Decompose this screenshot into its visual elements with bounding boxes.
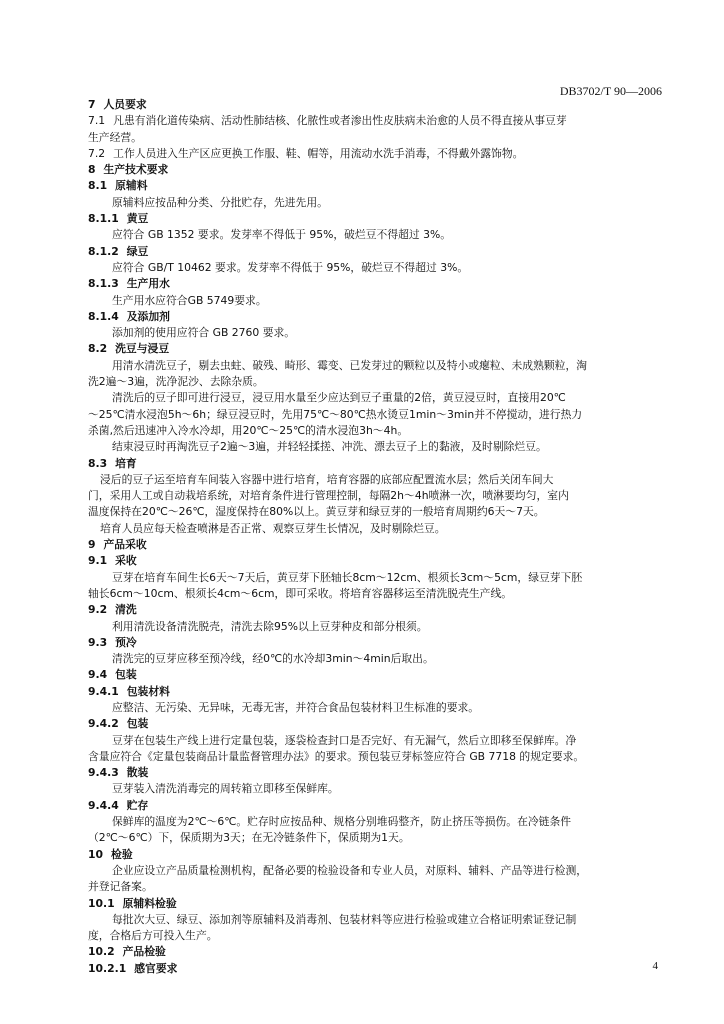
section-number: 10 <box>88 847 104 861</box>
page-number: 4 <box>652 960 658 972</box>
body-text-line <box>88 439 662 455</box>
section-heading <box>88 667 662 683</box>
heading-text: 黄豆 <box>126 212 149 226</box>
body-text-line <box>88 863 662 879</box>
heading-text: 感官要求 <box>134 961 178 975</box>
section-number: 9.4.3 <box>88 766 119 780</box>
section-number: 10.2 <box>88 945 115 959</box>
section-heading <box>88 798 662 814</box>
line-text: 添加剂的使用应符合 GB 2760 要求。 <box>112 326 296 340</box>
line-text: 应符合 GB/T 10462 要求。发芽率不得低于 95%，破烂豆不得超过 3%。 <box>112 260 469 274</box>
section-number: 7.2 <box>88 146 106 160</box>
section-heading <box>88 944 662 960</box>
line-text: ～25℃清水浸泡5h～6h；绿豆浸豆时，先用75℃～80℃热水烫豆1min～3min并不停搅动，进行热力 <box>88 407 583 421</box>
section-heading <box>88 961 662 977</box>
body-text-line <box>88 130 662 146</box>
line-text: 豆芽装入清洗消毒完的周转箱立即移至保鲜库。 <box>112 782 339 796</box>
section-number: 9.2 <box>88 603 108 617</box>
section-heading <box>88 211 662 227</box>
body-text-line <box>88 390 662 406</box>
section-number: 8.1.2 <box>88 244 119 258</box>
section-number: 9.3 <box>88 635 108 649</box>
section-heading <box>88 847 662 863</box>
section-number: 10.1 <box>88 896 115 910</box>
section-heading <box>88 309 662 325</box>
section-heading <box>88 456 662 472</box>
body-text-line <box>88 488 662 504</box>
section-number: 8.3 <box>88 456 108 470</box>
heading-text: 贮存 <box>126 798 149 812</box>
line-text: 结束浸豆时再淘洗豆子2遍～3遍，并轻轻揉搓、冲洗、漂去豆子上的黏液，及时剔除烂豆。 <box>112 440 547 454</box>
body-text-line <box>88 146 662 162</box>
section-number: 8.1.1 <box>88 212 119 226</box>
section-heading <box>88 244 662 260</box>
line-text: 用清水清洗豆子，剔去虫蛀、破残、畸形、霉变、已发芽过的颗粒以及特小或瘪粒、未成熟颗粒，淘 <box>112 358 588 372</box>
heading-text: 包装 <box>115 668 137 682</box>
section-number: 9.4 <box>88 668 108 682</box>
section-heading <box>88 602 662 618</box>
heading-text: 洗豆与浸豆 <box>115 342 170 356</box>
section-number: 9.4.1 <box>88 684 119 698</box>
section-number: 9.1 <box>88 554 108 568</box>
body-text-line <box>88 586 662 602</box>
heading-text: 生产技术要求 <box>103 163 169 177</box>
body-text-line <box>88 195 662 211</box>
section-heading <box>88 896 662 912</box>
section-heading <box>88 537 662 553</box>
body-text-line <box>88 733 662 749</box>
line-text: 利用清洗设备清洗脱壳，清洗去除95%以上豆芽种皮和部分根须。 <box>112 619 428 633</box>
line-text: 轴长6cm～10cm、根须长4cm～6cm，即可采收。将培育容器移运至清洗脱壳生产线。 <box>88 586 513 600</box>
body-text-line <box>88 912 662 928</box>
body-text-line <box>88 293 662 309</box>
line-text: 杀菌,然后迅速冲入冷水冷却，用20℃～25℃的清水浸泡3h～4h。 <box>88 423 409 437</box>
section-heading <box>88 178 662 194</box>
body-text-line <box>88 504 662 520</box>
heading-text: 人员要求 <box>103 98 147 111</box>
line-text: 温度保持在20℃～26℃，湿度保持在80%以上。黄豆芽和绿豆芽的一般培育周期约6天～7天。 <box>88 505 545 519</box>
section-number: 9.4.4 <box>88 798 119 812</box>
section-heading <box>88 97 662 113</box>
heading-text: 产品检验 <box>122 945 166 959</box>
heading-text: 培育 <box>115 456 137 470</box>
heading-text: 原辅料 <box>115 179 148 193</box>
line-text: 洗2遍～3遍，洗净泥沙、去除杂质。 <box>88 375 264 389</box>
heading-text: 生产用水 <box>126 277 170 291</box>
body-text-line <box>88 325 662 341</box>
section-number: 8.1.4 <box>88 309 119 323</box>
line-text: 生产经营。 <box>88 130 142 144</box>
line-text: 含量应符合《定量包装商品计量监督管理办法》的要求。预包装豆芽标签应符合 GB 7718 的规定要求。 <box>88 749 585 763</box>
line-text: 清洗完的豆芽应移至预冷线，经0℃的水冷却3min～4min后取出。 <box>112 652 434 666</box>
body-text-line <box>88 619 662 635</box>
document-id-header: DB3702/T 90—2006 <box>559 84 662 98</box>
line-text: 每批次大豆、绿豆、添加剂等原辅料及消毒剂、包装材料等应进行检验或建立合格证明索证登记制 <box>112 912 577 926</box>
heading-text: 清洗 <box>115 603 137 617</box>
line-text: 生产用水应符合GB 5749要求。 <box>112 293 267 307</box>
section-heading <box>88 716 662 732</box>
body-text-line <box>88 260 662 276</box>
heading-text: 包装材料 <box>126 684 170 698</box>
section-number: 8 <box>88 163 96 177</box>
body-text-line <box>88 749 662 765</box>
body-text-line <box>88 700 662 716</box>
body-text-line <box>88 472 662 488</box>
section-number: 9 <box>88 538 96 552</box>
line-text: 应整洁、无污染、无异味，无毒无害，并符合食品包装材料卫生标准的要求。 <box>112 700 480 714</box>
line-text: 浸后的豆子运至培育车间装入容器中进行培育，培育容器的底部应配置流水层；然后关闭车间大 <box>100 472 554 486</box>
heading-text: 包装 <box>126 717 149 731</box>
section-heading <box>88 765 662 781</box>
section-number: 8.2 <box>88 342 108 356</box>
line-text: 清洗后的豆子即可进行浸豆，浸豆用水量至少应达到豆子重量的2倍，黄豆浸豆时，直接用20℃ <box>112 391 566 405</box>
body-text-line <box>88 374 662 390</box>
heading-text: 及添加剂 <box>126 309 170 323</box>
heading-text: 散装 <box>126 766 149 780</box>
body-text-line <box>88 928 662 944</box>
body-text-line <box>88 113 662 129</box>
line-text: 度，合格后方可投入生产。 <box>88 929 218 943</box>
heading-text: 采收 <box>115 554 137 568</box>
line-text: 凡患有消化道传染病、活动性肺结核、化脓性或者渗出性皮肤病未治愈的人员不得直接从事豆芽 <box>113 114 567 128</box>
section-heading <box>88 553 662 569</box>
line-text: 企业应设立产品质量检测机构，配备必要的检验设备和专业人员，对原料、辅料、产品等进行检测， <box>112 863 588 877</box>
section-number: 10.2.1 <box>88 961 127 975</box>
line-text: 工作人员进入生产区应更换工作服、鞋、帽等，用流动水洗手消毒，不得戴外露饰物。 <box>113 146 524 160</box>
line-text: （2℃～6℃）下，保质期为3天；在无冷链条件下，保质期为1天。 <box>88 831 410 845</box>
section-number: 7 <box>88 98 96 111</box>
line-text: 并登记备案。 <box>88 880 153 894</box>
body-text-line <box>88 423 662 439</box>
body-text-line <box>88 570 662 586</box>
section-heading <box>88 162 662 178</box>
line-text: 保鲜库的温度为2℃～6℃。贮存时应按品种、规格分别堆码整齐，防止挤压等损伤。在冷链条件 <box>112 815 572 829</box>
heading-text: 检验 <box>111 847 133 861</box>
section-number: 7.1 <box>88 114 106 128</box>
section-number: 8.1 <box>88 179 108 193</box>
section-heading <box>88 341 662 357</box>
heading-text: 产品采收 <box>103 538 147 552</box>
line-text: 门，采用人工或自动栽培系统，对培育条件进行管理控制，每隔2h～4h喷淋一次，喷淋要均匀，室内 <box>88 489 569 503</box>
body-text-line <box>88 651 662 667</box>
body-text-line <box>88 358 662 374</box>
section-number: 8.1.3 <box>88 277 119 291</box>
section-heading <box>88 684 662 700</box>
heading-text: 绿豆 <box>126 244 149 258</box>
section-heading <box>88 276 662 292</box>
body-text-line <box>88 521 662 537</box>
body-text-line <box>88 879 662 895</box>
body-text-line <box>88 227 662 243</box>
section-heading <box>88 635 662 651</box>
line-text: 培育人员应每天检查喷淋是否正常、观察豆芽生长情况，及时剔除烂豆。 <box>100 521 446 535</box>
line-text: 应符合 GB 1352 要求。发芽率不得低于 95%，破烂豆不得超过 3%。 <box>112 228 452 242</box>
line-text: 豆芽在包装生产线上进行定量包装，逐袋检查封口是否完好、有无漏气，然后立即移至保鲜库。净 <box>112 733 577 747</box>
body-text-line <box>88 781 662 797</box>
body-text-line <box>88 814 662 830</box>
heading-text: 原辅料检验 <box>122 896 177 910</box>
section-number: 9.4.2 <box>88 717 119 731</box>
document-body <box>88 97 662 977</box>
line-text: 豆芽在培育车间生长6天～7天后，黄豆芽下胚轴长8cm～12cm、根须长3cm～5cm，绿豆芽下胚 <box>112 570 583 584</box>
body-text-line <box>88 407 662 423</box>
body-text-line <box>88 830 662 846</box>
heading-text: 预冷 <box>115 635 137 649</box>
line-text: 原辅料应按品种分类、分批贮存，先进先用。 <box>112 195 328 209</box>
